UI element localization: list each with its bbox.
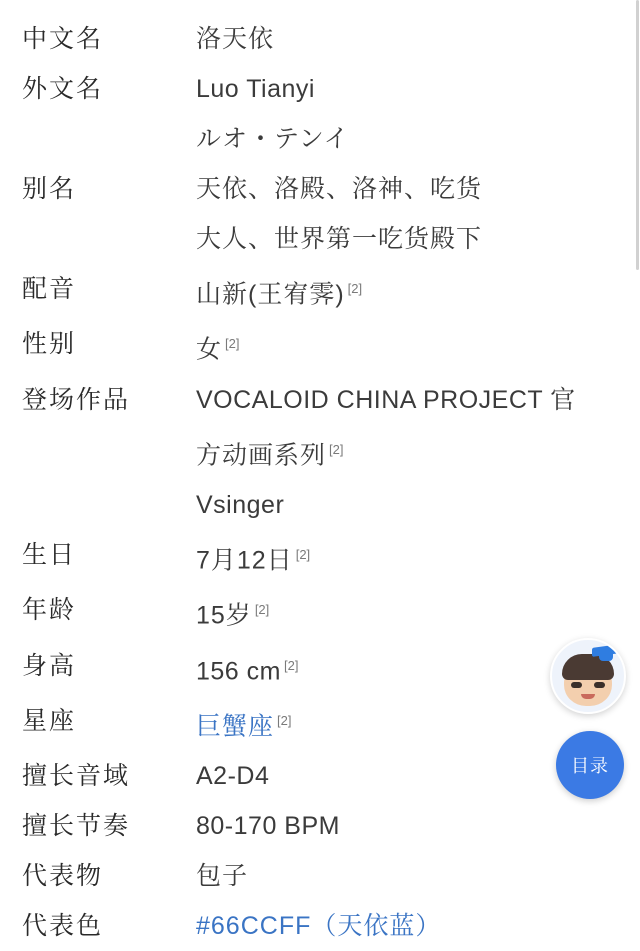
infobox-row	[0, 319, 640, 374]
value-line	[196, 425, 628, 480]
infobox-value	[196, 901, 640, 951]
value-line: Vsinger	[196, 490, 285, 519]
infobox-row	[0, 641, 640, 696]
infobox-label: 代表物	[22, 862, 104, 891]
reference-marker[interactable]: [2]	[295, 546, 311, 562]
value-line	[196, 264, 628, 319]
infobox-row	[0, 901, 640, 951]
infobox-value	[196, 851, 640, 901]
value-line: 洛天依	[196, 25, 275, 53]
toc-button[interactable]: 目录	[556, 731, 624, 799]
value-line	[196, 530, 628, 585]
infobox-label: 擅长音域	[22, 762, 131, 791]
infobox-label: 性别	[22, 330, 77, 359]
infobox-row	[0, 801, 640, 851]
infobox-row	[0, 751, 640, 801]
infobox-row	[0, 696, 640, 751]
infobox-row	[0, 64, 640, 164]
infobox-row	[0, 164, 640, 264]
infobox-label: 生日	[22, 540, 77, 569]
infobox-value	[196, 585, 640, 640]
value-line: ルオ・テンイ	[196, 125, 350, 153]
value-line: 包子	[196, 862, 249, 891]
reference-marker[interactable]: [2]	[225, 336, 240, 352]
infobox-label: 代表色	[22, 912, 104, 941]
infobox-row	[0, 375, 640, 530]
infobox-label: 配音	[22, 275, 77, 303]
user-avatar[interactable]	[550, 638, 626, 714]
reference-marker[interactable]: [2]	[277, 712, 292, 728]
infobox-row	[0, 14, 640, 64]
infobox-value	[196, 319, 640, 374]
infobox-label: 登场作品	[22, 385, 131, 414]
infobox-value	[196, 14, 640, 64]
value-line: VOCALOID CHINA PROJECT 官	[196, 385, 576, 414]
value-line: 天依、洛殿、洛神、吃货	[196, 175, 483, 203]
value-line: 大人、世界第一吃货殿下	[196, 225, 483, 253]
infobox-value	[196, 801, 640, 851]
reference-marker[interactable]: [2]	[347, 281, 363, 296]
representative-color-value[interactable]: #66CCFF（天依蓝）	[196, 912, 442, 941]
infobox-row	[0, 851, 640, 901]
infobox-label: 星座	[22, 706, 77, 735]
infobox-value	[196, 64, 640, 164]
value-text: 156 cm	[196, 656, 281, 685]
avatar-eye-left	[571, 682, 582, 688]
value-line: 80-170 BPM	[196, 812, 340, 841]
avatar-eye-right	[594, 682, 605, 688]
cap-base	[599, 653, 613, 661]
infobox-label: 身高	[22, 651, 77, 680]
infobox-value	[196, 264, 640, 319]
value-text: 15岁	[196, 601, 252, 630]
value-text: 7月12日	[196, 546, 293, 575]
reference-marker[interactable]: [2]	[283, 657, 299, 673]
value-line	[196, 901, 628, 951]
reference-marker[interactable]: [2]	[254, 602, 270, 618]
value-text: 山新(王宥霁)	[196, 280, 345, 309]
infobox-label: 中文名	[22, 25, 104, 53]
value-link[interactable]: 巨蟹座	[196, 712, 275, 741]
scrollbar[interactable]	[636, 0, 639, 270]
infobox-label: 擅长节奏	[22, 812, 131, 841]
infobox-label: 年龄	[22, 596, 77, 625]
infobox-value	[196, 164, 640, 264]
value-text: 方动画系列	[196, 440, 327, 469]
infobox-row	[0, 264, 640, 319]
value-text: 女	[196, 335, 223, 364]
graduation-cap-icon	[592, 642, 622, 664]
infobox-label: 外文名	[22, 75, 104, 103]
value-line	[196, 585, 628, 640]
infobox-label: 别名	[22, 175, 77, 203]
value-line: Luo Tianyi	[196, 75, 315, 103]
infobox-value	[196, 375, 640, 530]
infobox-row	[0, 530, 640, 585]
infobox-row	[0, 585, 640, 640]
value-line: A2-D4	[196, 762, 270, 791]
value-line	[196, 319, 628, 374]
infobox-value	[196, 530, 640, 585]
reference-marker[interactable]: [2]	[329, 441, 344, 457]
